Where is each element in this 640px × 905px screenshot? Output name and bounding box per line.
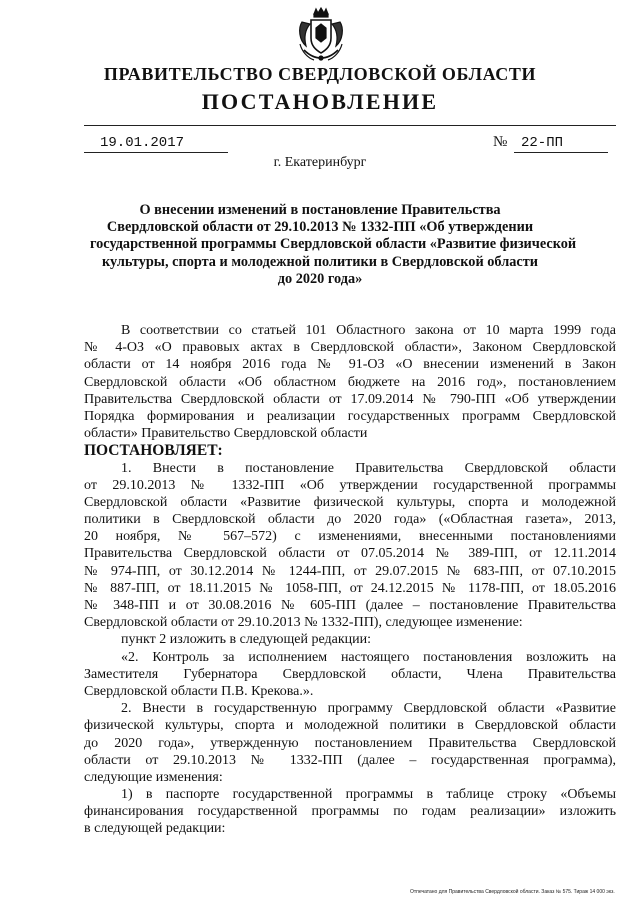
body-line: № 887-ПП, от 18.11.2015 № 1058-ПП, от 24.12.2015 № 1178-ПП, от 18.05.2016 — [84, 580, 616, 596]
body-line: Свердловской области П.В. Крекова.». — [84, 683, 314, 699]
decree-title: ПОСТАНОВЛЕНИЕ — [201, 89, 439, 114]
government-title: ПРАВИТЕЛЬСТВО СВЕРДЛОВСКОЙ ОБЛАСТИ — [103, 64, 537, 84]
heading-line: О внесении изменений в постановление Правительства — [139, 202, 501, 218]
print-footer: Отпечатано для Правительства Свердловской области. Заказ № 575. Тираж 14 000 экз. — [410, 889, 615, 895]
body-line: «2. Контроль за исполнением настоящего постановления возложить на — [121, 649, 616, 665]
decree-date: 19.01.2017 — [100, 135, 185, 151]
body-line: № 974-ПП, от 30.12.2014 № 1244-ПП, от 29.07.2015 № 683-ПП, от 07.10.2015 — [84, 563, 616, 579]
body-line: от 29.10.2013 № 1332-ПП «Об утверждении государственной программы — [84, 477, 616, 493]
body-line: 20 ноября, № 567–572) с изменениями, внесенными постановлениями — [84, 529, 616, 545]
body-line: следующие изменения: — [84, 769, 223, 785]
resolves-heading: ПОСТАНОВЛЯЕТ: — [84, 442, 223, 460]
heading-line: культуры, спорта и молодежной политики в Свердловской области — [102, 253, 538, 270]
coat-of-arms-icon — [296, 6, 346, 62]
body-line: финансирования государственной программы по годам реализации» изложить — [84, 804, 616, 820]
decree-heading — [90, 201, 577, 287]
body-line: Заместителя Губернатора Свердловской области, Члена Правительства — [84, 666, 616, 682]
body-line: политики в Свердловской области до 2020 года» («Областная газета», 2013, — [84, 512, 616, 528]
body-line: № 348-ПП и от 30.08.2016 № 605-ПП (далее – постановление Правительства — [84, 598, 616, 613]
date-underline — [84, 152, 228, 153]
body-line: Свердловской области «Развитие физической культуры, спорта и молодежной — [84, 494, 616, 510]
decree-number: 22-ПП — [521, 135, 564, 151]
body-line: области от 14 ноября 2016 года № 91-ОЗ «О внесении изменений в Закон — [84, 357, 616, 373]
heading-line: государственной программы Свердловской области «Развитие физической — [90, 236, 577, 253]
number-underline — [514, 152, 608, 153]
body-line: Правительства Свердловской области от 17.09.2014 № 790-ПП «Об утверждении — [84, 391, 616, 407]
body-line: области» Правительство Свердловской области — [84, 426, 368, 442]
body-line: в следующей редакции: — [84, 821, 226, 837]
body-line: Порядка формирования и реализации государственных программ Свердловской — [84, 408, 616, 424]
body-line: Правительства Свердловской области от 07.05.2014 № 389-ПП, от 12.11.2014 — [84, 546, 616, 562]
city: г. Екатеринбург — [273, 155, 367, 170]
body-line: 2. Внести в государственную программу Свердловской области «Развитие — [121, 701, 616, 717]
title-rule — [84, 125, 616, 126]
heading-line: Свердловской области от 29.10.2013 № 1332-ПП «Об утверждении — [106, 219, 534, 236]
number-sign: № — [493, 134, 508, 150]
body-line: до 2020 года», утвержденную постановлением Правительства Свердловской — [84, 735, 616, 751]
body-line: физической культуры, спорта и молодежной политики в Свердловской области — [84, 718, 616, 734]
body-line: пункт 2 изложить в следующей редакции: — [121, 632, 371, 648]
body-line: № 4-ОЗ «О правовых актах в Свердловской области», Законом Свердловской — [84, 340, 616, 356]
body-line: В соответствии со статьей 101 Областного закона от 10 марта 1999 года — [121, 323, 616, 338]
body-line: Свердловской области от 29.10.2013 № 1332-ПП), следующее изменение: — [84, 615, 523, 631]
heading-line: до 2020 года» — [277, 270, 363, 287]
decree-body — [84, 322, 616, 838]
body-line: 1) в паспорте государственной программы в таблице строку «Объемы — [121, 787, 616, 803]
body-line: Свердловской области «Об областном бюджете на 2016 год», постановлением — [84, 374, 616, 390]
body-line: 1. Внести в постановление Правительства Свердловской области — [121, 460, 616, 476]
body-line: области от 29.10.2013 № 1332-ПП (далее – государственная программа), — [84, 752, 616, 768]
